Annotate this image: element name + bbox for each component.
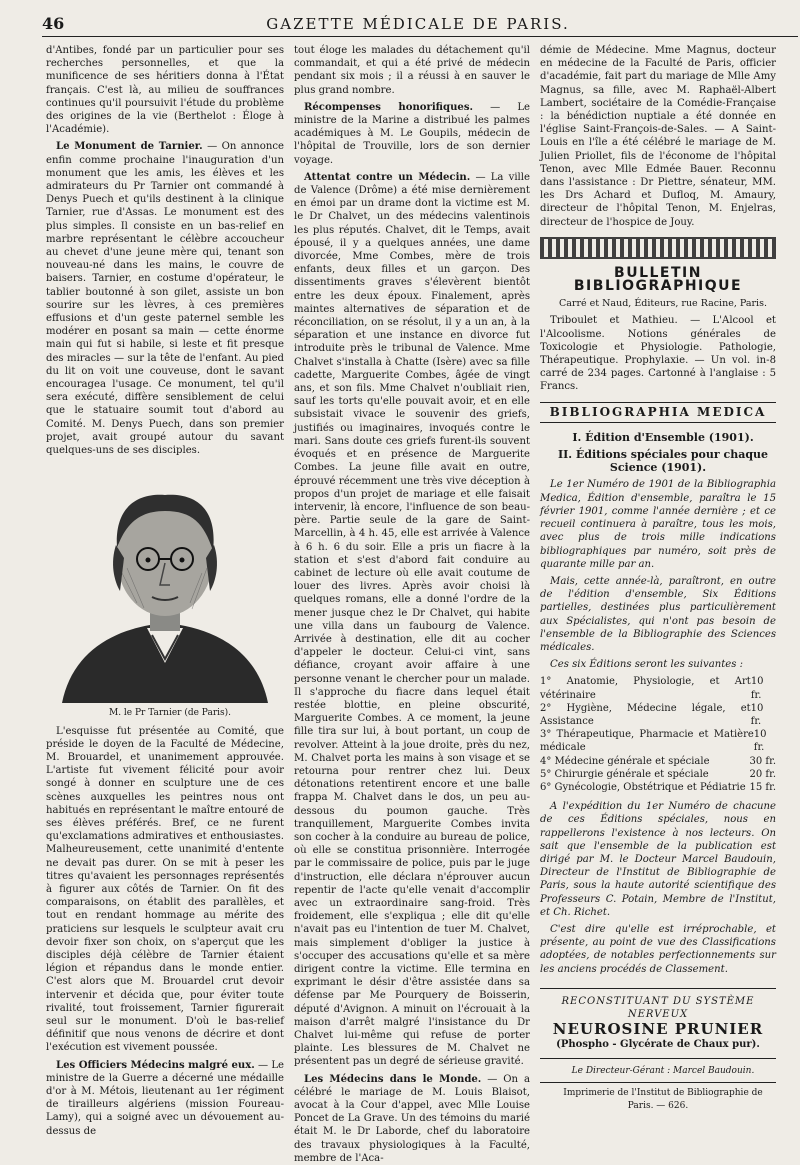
edition-name: 6° Gynécologie, Obstétrique et Pédiatrie (540, 781, 746, 793)
list-item (540, 755, 776, 768)
list-item (540, 702, 776, 728)
edition-price: 10 fr. (750, 702, 764, 727)
article-title: Les Médecins dans le Monde. (304, 1073, 482, 1085)
list-item (540, 728, 776, 754)
list-item (540, 768, 776, 781)
edition-price: 10 fr. (750, 676, 764, 701)
page-header (42, 12, 794, 42)
imprimerie-line: Imprimerie de l'Institut de Bibliographie de Paris. — 626. (563, 1087, 763, 1112)
article-text: — La ville de Valence (Drôme) a été mise dernièrement en émoi par un drame dont la victime est M. le Dr Chalvet, un des médecins valentinois les plus réputés. Chalvet, dit le Temps, avait épousé, il y a quelques années, une dame divorcée, Mme Combes, mère de trois enfants, deux filles et un garçon. Des dissentiments graves s'élevèrent bientôt entre les deux époux. Finalement, après maintes alternatives de séparation et de réconciliation, on se résolut, il y a un an, à la séparation et une instance en divorce fut introduite près le tribunal de Valence. Mme Chalvet s'installa à Chatte (Isère) avec sa fille cadette, Marguerite Combes, âgée de vingt ans, et son fils. Mme Chalvet n'oubliait rien, sauf les torts qu'elle pouvait avoir, et en elle subsistait vivace le souvenir des griefs, justifiés ou imaginaires, invoqués contre le mari. Sans doute ces griefs furent-ils souvent évoqués et en présence de Marguerite Combes. La jeune fille avait en outre, éprouvé récemment une très vive déception à propos d'un projet de mariage et elle faisait intervenir, là encore, l'influence de son beau-père. Partie seule de la gare de Saint-Marcellin, à 4 h. 45, elle est arrivée à Valence à 6 h. 6 du soir. Elle a pris un fiacre à la station et s'est d'abord fait conduire au cabinet de lecture où elle avait coutume de louer des livres. Après avoir choisi là quelques romans, elle a donné l'ordre de la mener jusque chez le Dr Chalvet, qui habite une villa dans un faubourg de Valence. Arrivée à destination, elle dit au cocher d'appeler le docteur. Celui-ci vint, sans défiance, croyant avoir affaire à une personne venant le chercher pour un malade. Il s'approche du fiacre dans lequel était restée blottie, en pleine obscurité, Marguerite Combes. A ce moment, la jeune fille tira sur lui, à bout portant, un coup de revolver. Atteint à la joue droite, près du nez, M. Chalvet porta les mains à son visage et se retourna pour rentrer chez lui. Deux détonations retentirent encore et une balle frappa M. Chalvet dans le dos, un peu au-dessous du poumon gauche. Très tranquillement, Marguerite Combes invita son cocher à la conduire au bureau de police, où elle se constitua prisonnière. Interrogée par le commissaire de police, puis par le juge d'instruction, elle déclara n'éprouver aucun repentir de l'acte qu'elle venait d'accomplir avec un extraordinaire sang-froid. Très froidement, elle s'expliqua ; elle dit qu'elle n'avait pas eu l'intention de tuer M. Chalvet, mais simplement d'obliger la justice à s'occuper des accusations qu'elle et sa mère dirigent contre la victime. Elle termina en exprimant le désir d'être assistée dans sa défense par Me Pourquery de Boisserin, député d'Avignon. A minuit on l'écrouait à la maison d'arrêt malgré l'insistance du Dr Chalvet lui-même qui refuse de porter plainte. Les blessures de M. Chalvet ne présentent pas un degré de sérieuse gravité. (294, 171, 530, 1068)
paragraph: A l'expédition du 1er Numéro de chacune de ces Éditions spéciales, nous en rappellerons l'existence à nos lecteurs. On sait que l'ensemble de la publication est dirigé par M. le Docteur Marcel Baudouin, Directeur de l'Institut de Bibliographie de Paris, sous la haute autorité scientifique des Professeurs C. Potain, Membre de l'Institut, et Ch. Richet. (540, 801, 776, 918)
publisher-line: Carré et Naud, Éditeurs, rue Racine, Paris. (559, 298, 767, 310)
article-title: Récompenses honorifiques. (304, 101, 474, 113)
paragraph: tout éloge les malades du détachement qu'il commandait, et qui a été privé de médecin pendant six mois ; il a réussi à en sauver le plus grand nombre. (294, 45, 530, 96)
edition-heading: I. Édition d'Ensemble (1901). (572, 430, 754, 444)
list-item (540, 781, 776, 794)
gerant-line: Le Directeur-Gérant : Marcel Baudouin. (571, 1065, 755, 1076)
edition-name: 2° Hygiène, Médecine légale, et Assistance (540, 702, 751, 727)
article-recompenses (294, 101, 530, 167)
portrait-illustration (46, 463, 284, 703)
paragraph: Mais, cette année-là, paraîtront, en outre de l'édition d'ensemble, Six Éditions partielles, destinées plus particulièrement aux Spécialistes, qui n'ont pas besoin de l'ensemble de la Bibliographie des Sciences médicales. (540, 575, 776, 653)
edition-name: 5° Chirurgie générale et spéciale (540, 768, 709, 780)
advertisement (540, 988, 776, 1059)
article-tarnier (46, 140, 284, 457)
column-3 (540, 44, 776, 1112)
paragraph: Ces six Éditions seront les suivantes : (550, 659, 744, 671)
ornamental-border (540, 237, 776, 259)
list-item (540, 675, 776, 701)
article-medecins (294, 1073, 530, 1165)
ad-tagline: RECONSTITUANT DU SYSTÈME NERVEUX (561, 995, 755, 1020)
journal-title: GAZETTE MÉDICALE DE PARIS. (266, 15, 570, 33)
edition-name: 1° Anatomie, Physiologie, et Art vétérinaire (540, 676, 751, 701)
ad-description: (Phospho - Glycérate de Chaux pur). (556, 1039, 760, 1051)
paragraph: C'est dire qu'elle est irréprochable, et présente, au point de vue des Classifications adoptées, de notables perfectionnements sur les anciens procédés de Classement. (540, 923, 776, 975)
book-entry: Triboulet et Mathieu. — L'Alcool et l'Alcoolisme. Notions générales de Toxicologie et Physiologie. Pathologie, Thérapeutique. Prophylaxie. — Un vol. in-8 carré de 234 pages. Cartonné à l'anglaise : 5 Francs. (540, 315, 776, 393)
article-officiers (46, 1059, 284, 1138)
edition-price: 30 fr. (749, 755, 776, 767)
portrait-engraving (52, 463, 278, 703)
article-title: Les Officiers Médecins malgré eux. (56, 1059, 255, 1071)
edition-name: 4° Médecine générale et spéciale (540, 755, 710, 767)
paragraph: démie de Médecine. Mme Magnus, docteur en médecine de la Faculté de Paris, officier d'académie, fait part du mariage de Mlle Amy Magnus, sa fille, avec M. Raphaël-Albert Lambert, sociétaire de la Comédie-Française : la bénédiction nuptiale a été donnée en l'église Saint-François-de-Sales. — A Saint-Louis en l'île a été célébré le mariage de M. Julien Priollet, fils de l'économe de l'hôpital Tenon, avec Mlle Edmée Bauer. Reconnu dans l'assistance : Dr Piettre, sénateur, MM. les Drs Achard et Dufloq, M. Amaury, directeur de l'hôpital Tenon, M. Enjelras, directeur de l'hospice de Jouy. (540, 45, 776, 228)
page-number: 46 (42, 14, 65, 33)
bulletin-heading: BULLETIN BIBLIOGRAPHIQUE (573, 264, 743, 295)
edition-price: 15 fr. (749, 781, 776, 793)
column-2 (294, 44, 530, 1164)
editions-list (540, 675, 776, 794)
ad-product: NEUROSINE PRUNIER (552, 1020, 764, 1039)
paragraph: Le 1er Numéro de 1901 de la Bibliographia Medica, Édition d'ensemble, paraîtra le 15 février 1901, comme l'année dernière ; et ce recueil continuera à paraître, tous les mois, avec plus de trois mille indications bibliographiques par numéro, soit près de quarante mille par an. (540, 479, 776, 570)
article-title: Le Monument de Tarnier. (56, 141, 203, 153)
article-attentat (294, 171, 530, 1069)
edition-price: 20 fr. (749, 768, 776, 780)
article-text: — On annonce enfin comme prochaine l'inauguration d'un monument que les amis, les élèves et les admirateurs du Pr Tarnier ont commandé à Denys Puech et qu'ils destinent à la clinique Tarnier, rue d'Assas. Le monument est des plus simples. Il consiste en un bas-relief en marbre représentant le célèbre accoucheur au chevet d'une jeune mère qui, tenant son nouveau-né dans les mains, le couvre de baisers. Tarnier, en costume d'opérateur, le tablier boutonné à son gilet, assiste un bon sourire sur les lèvres, à ces premières effusions et d'un geste paternel semble les modérer en posant sa main — cette énorme main qui fut si habile, si leste et fit presque des miracles — sur la tête de l'enfant. Au pied du lit on voit une couveuse, dont le savant encouragea l'usage. Ce monument, tel qu'il sera exécuté, diffère sensiblement de celui que le statuaire soumit tout d'abord au Comité. M. Denys Puech, dans son premier projet, avait groupé autour du savant quelques-uns de ses disciples. (46, 141, 284, 457)
article-text: — On a célébré le mariage de M. Louis Blaisot, avocat à la Cour d'appel, avec Mlle Louise Poncet de La Grave. Un des témoins du marié était M. le Dr Laborde, chef du laboratoire des travaux physiologiques à la Faculté, membre de l'Aca- (294, 1073, 530, 1164)
portrait-caption: M. le Pr Tarnier (de Paris). (108, 708, 231, 719)
column-1 (46, 44, 285, 1137)
header-rule (42, 36, 798, 37)
edition-heading: II. Éditions spéciales pour chaque Science (1901). (557, 448, 769, 475)
bibliographia-heading: BIBLIOGRAPHIA MEDICA (540, 402, 776, 423)
paragraph: L'esquisse fut présentée au Comité, que préside le doyen de la Faculté de Médecine, M. Brouardel, et unanimement approuvée. L'artiste fut vivement félicité pour avoir songé à donner en sculpture une de ces scènes auxquelles les peintres nous ont habitués en représentant le maître entouré de ses élèves préférés. Bref, ce ne furent qu'exclamations admiratives et enthousiastes. Malheureusement, cette unanimité d'entente ne devait pas durer. On se mit à peser les titres qu'avaient les personnages représentés à figurer aux côtés de Tarnier. On fit des comparaisons, on établit des parallèles, et tout en rendant hommage au mérite des praticiens sur lesquels le sculpteur avait cru devoir fixer son choix, on s'aperçut que les disciples déjà célèbre de Tarnier étaient légion et répandus dans le monde entier. C'est alors que M. Brouardel crut devoir intervenir et décida que, pour éviter toute rivalité, tout froissement, Tarnier figurerait seul sur le monument. D'où le bas-relief définitif que nous venons de décrire et dont l'exécution est vivement poussée. (46, 725, 284, 1054)
article-title: Attentat contre un Médecin. (304, 171, 471, 183)
article-text: — Le ministre de la Marine a distribué les palmes académiques à M. Le Goupils, médecin de l'hôpital de Trouville, lors de son dernier voyage. (294, 101, 530, 166)
article-text: — Le ministre de la Guerre a décerné une médaille d'or à M. Métois, lieutenant au 1er régiment de tirailleurs algériens (mission Foureau-Lamy), qui a soigné avec un dévouement au-dessus de (46, 1059, 285, 1137)
paragraph: d'Antibes, fondé par un particulier pour ses recherches personnelles, et que la munificence de ses héritiers donna à l'État français. C'est là, au milieu de souffrances continues qu'il poursuivit l'étude du problème des origines de la vie (Berthelot : Éloge à l'Académie). (46, 45, 284, 136)
edition-name: 3° Thérapeutique, Pharmacie et Matière médicale (540, 729, 754, 754)
footer-divider (540, 1082, 776, 1083)
edition-price: 10 fr. (753, 729, 767, 754)
